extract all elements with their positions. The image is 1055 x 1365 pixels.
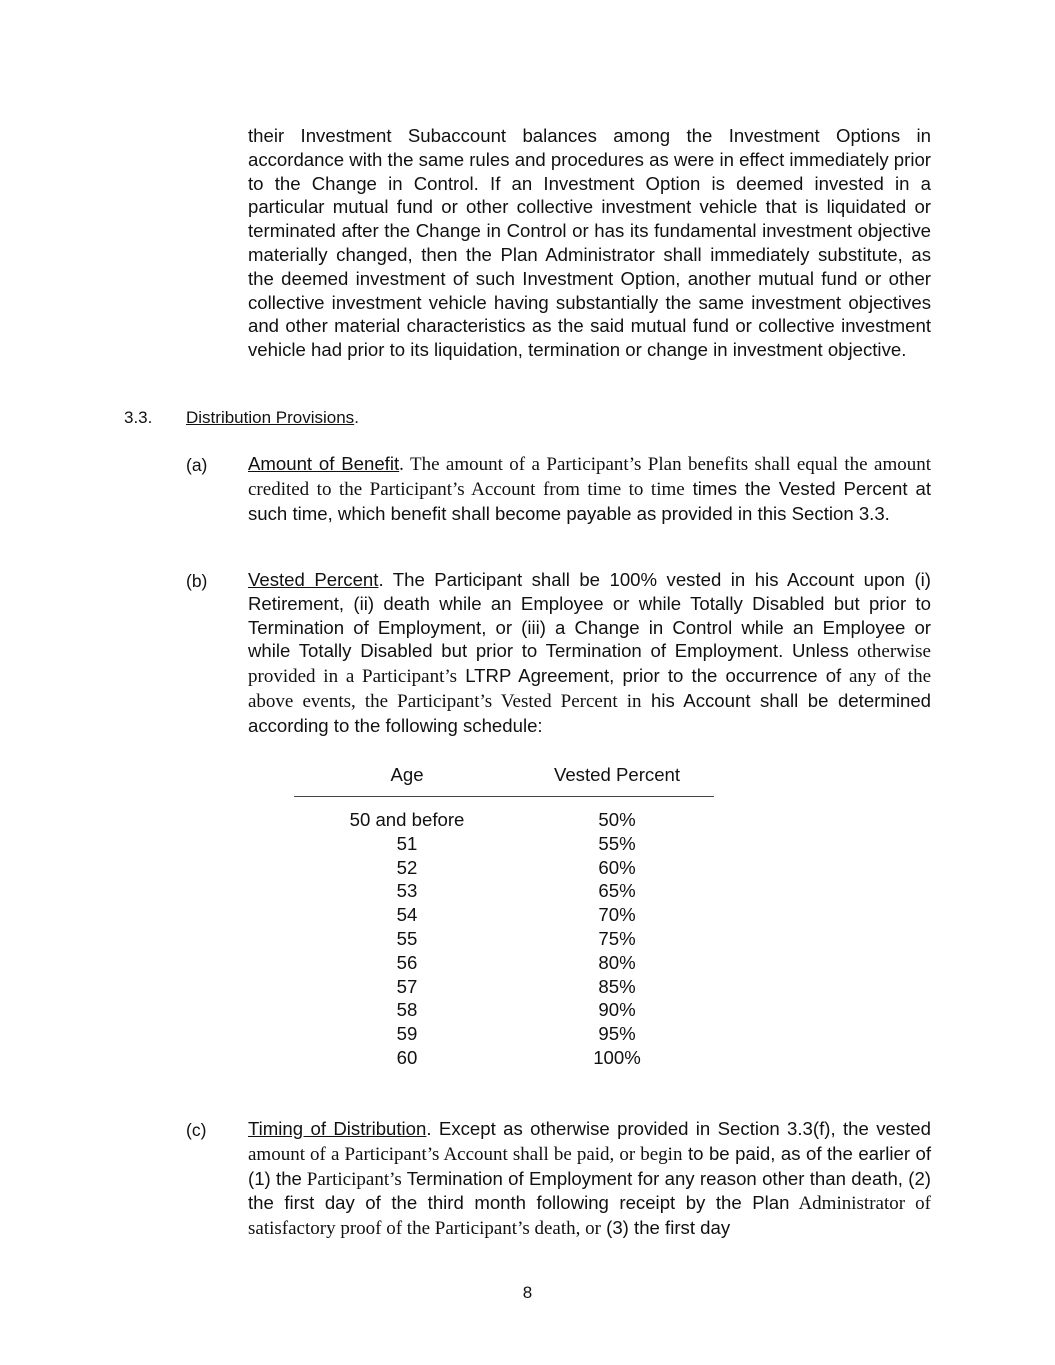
item-c-text-3: to be paid, as of the earlier of (1) the — [248, 1142, 931, 1189]
section-title-text: Distribution Provisions — [186, 408, 355, 427]
table-row — [294, 880, 714, 904]
item-c-text-6: Administrator of satisfactory proof of the Participant’s death, or — [248, 1193, 931, 1240]
table-row — [294, 952, 714, 976]
item-b-text-1: . The Participant shall be 100% vested in his Account upon (i) Retirement, (ii) death while an Employee or while Totally Disabled but prior to Termination of Employment, or (iii) a Change in Control while an Employee or while Totally Disabled but prior to Termination of Employment. Unless — [248, 569, 931, 662]
item-b-heading: Vested Percent — [248, 569, 379, 590]
item-b-text-3: LTRP Agreement, prior to the occurrence of — [457, 665, 842, 687]
item-b-paragraph — [248, 568, 931, 738]
item-b-text-4: any of the above events, the Participant’s Vested Percent in — [248, 666, 931, 712]
age-cell: 60 — [396, 1046, 418, 1068]
item-c-text-1: . Except as otherwise provided in Section 3.3(f), the vested — [426, 1118, 931, 1139]
age-cell: 51 — [396, 832, 418, 854]
age-cell: 56 — [396, 951, 418, 973]
item-c-text-2: amount of a Participant’s Account shall be paid, or begin — [248, 1143, 683, 1165]
item-c-text-5: Termination of Employment for any reason other than death, (2) the first day of the third month following receipt by the Plan — [248, 1167, 931, 1214]
section-title-suffix: . — [354, 408, 359, 427]
item-c-paragraph — [248, 1117, 931, 1241]
table-row — [294, 1047, 714, 1071]
table-body — [294, 809, 714, 1071]
age-column-header: Age — [390, 764, 424, 785]
item-c-text-4: Participant’s — [301, 1168, 402, 1190]
vested-percent-cell: 80% — [598, 951, 636, 973]
vested-percent-cell: 85% — [598, 975, 636, 997]
vested-percent-cell: 55% — [598, 832, 636, 854]
table-row — [294, 809, 714, 833]
age-cell: 50 and before — [349, 809, 465, 830]
age-cell: 52 — [396, 856, 418, 878]
item-b-marker: (b) — [186, 571, 208, 591]
item-b-text-5: his Account shall be determined according to the following schedule: — [248, 689, 931, 736]
table-header-row — [294, 764, 714, 797]
item-a-paragraph — [248, 452, 931, 525]
item-a-heading: Amount of Benefit — [248, 453, 400, 474]
item-c-text-7: (3) the first day — [600, 1217, 731, 1239]
vested-percent-cell: 70% — [598, 904, 636, 926]
vesting-schedule-table — [294, 764, 714, 1071]
vested-percent-cell: 100% — [593, 1046, 641, 1068]
table-row — [294, 857, 714, 881]
vested-percent-cell: 60% — [598, 856, 636, 878]
vested-percent-cell: 65% — [598, 880, 636, 902]
item-b-text-2: otherwise provided in a Participant’s — [248, 641, 931, 688]
vested-percent-cell: 95% — [598, 1023, 636, 1045]
table-row — [294, 833, 714, 857]
vested-percent-cell: 75% — [598, 927, 636, 949]
age-cell: 55 — [396, 927, 418, 949]
section-number: 3.3. — [124, 408, 153, 427]
item-a-text-serif: . The amount of a Participant’s Plan benefits shall equal the amount credited to the Participant’s Account from time to time — [248, 454, 931, 500]
age-cell: 59 — [396, 1023, 418, 1045]
age-cell: 58 — [396, 999, 418, 1021]
page-number: 8 — [522, 1283, 533, 1302]
item-a-text-sans: times the Vested Percent at such time, which benefit shall become payable as provided in this Section 3.3. — [248, 477, 931, 524]
vested-percent-cell: 90% — [598, 999, 636, 1021]
item-a-marker: (a) — [186, 455, 208, 475]
continued-paragraph: their Investment Subaccount balances among the Investment Options in accordance with the same rules and procedures as were in effect immediately prior to the Change in Control. If an Investment Option is deemed invested in a particular mutual fund or other collective investment vehicle that is liquidated or terminated after the Change in Control or has its fundamental investment objective materially changed, then the Plan Administrator shall immediately substitute, as the deemed investment of such Investment Option, another mutual fund or other collective investment vehicle having substantially the same investment objectives and other material characteristics as the said mutual fund or collective investment vehicle had prior to its liquidation, termination or change in investment objective. — [248, 125, 931, 361]
table-row — [294, 928, 714, 952]
vested-percent-column-header: Vested Percent — [553, 764, 681, 785]
table-row — [294, 904, 714, 928]
section-title — [186, 408, 359, 428]
table-row — [294, 976, 714, 1000]
table-row — [294, 999, 714, 1023]
age-cell: 54 — [396, 904, 418, 926]
table-row — [294, 1023, 714, 1047]
vested-percent-cell: 50% — [598, 809, 636, 830]
age-cell: 53 — [396, 880, 418, 902]
item-c-heading: Timing of Distribution — [248, 1118, 427, 1139]
item-c-marker: (c) — [186, 1120, 207, 1140]
age-cell: 57 — [396, 975, 418, 997]
